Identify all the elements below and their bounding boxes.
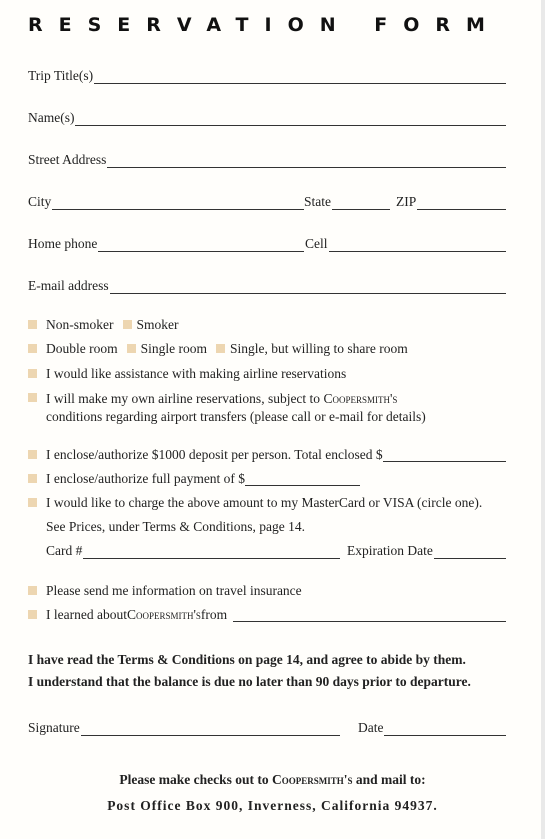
smoker-checkbox[interactable] <box>123 320 132 329</box>
learned-about-input[interactable] <box>233 607 506 622</box>
see-prices-row <box>46 519 305 535</box>
insurance-label: Please send me information on travel insurance <box>46 583 302 598</box>
footer-checks-a: Please make checks out to <box>119 772 272 787</box>
signature-input[interactable] <box>81 721 340 736</box>
see-prices-label: See Prices, under Terms & Conditions, page 14. <box>46 519 306 534</box>
names-field <box>28 106 506 126</box>
city-field <box>28 190 304 210</box>
footer-address: Post Office Box 900, Inverness, California 94937. <box>107 798 438 813</box>
state-field <box>304 190 390 210</box>
names-input[interactable] <box>75 111 506 126</box>
deposit-row <box>28 447 506 463</box>
card-number-label: Card # <box>46 543 83 558</box>
city-label: City <box>28 194 52 209</box>
card-number-field <box>46 539 340 559</box>
insurance-row <box>28 583 302 599</box>
full-payment-checkbox[interactable] <box>28 474 37 483</box>
trip-title-label: Trip Title(s) <box>28 68 94 83</box>
smoker-label: Smoker <box>136 317 179 332</box>
zip-field <box>396 190 506 210</box>
street-address-label: Street Address <box>28 152 107 167</box>
learned-about-label-b: from <box>200 607 228 622</box>
home-phone-label: Home phone <box>28 236 98 251</box>
own-airline-line1: I will make my own airline reservations, subject to <box>46 391 324 406</box>
learned-about-row <box>28 607 506 623</box>
learned-about-label-a: I learned about <box>46 607 127 622</box>
own-airline-line2: conditions regarding airport transfers (please call or e-mail for details) <box>46 409 426 424</box>
deposit-amount-input[interactable] <box>383 447 506 462</box>
home-phone-field <box>28 232 304 252</box>
state-label: State <box>304 194 331 209</box>
home-phone-input[interactable] <box>98 237 304 252</box>
own-airline-row <box>28 390 426 426</box>
learned-about-company: Coopersmith's <box>126 607 201 622</box>
double-room-checkbox[interactable] <box>28 344 37 353</box>
signature-label: Signature <box>28 720 80 735</box>
form-title: RESERVATION FORM <box>28 14 501 36</box>
airline-assist-checkbox[interactable] <box>28 369 37 378</box>
email-label: E-mail address <box>28 278 109 293</box>
names-label: Name(s) <box>28 110 75 125</box>
signature-field <box>28 716 340 736</box>
own-airline-text <box>46 390 426 426</box>
email-input[interactable] <box>110 279 506 294</box>
charge-card-checkbox[interactable] <box>28 498 37 507</box>
zip-label: ZIP <box>396 194 417 209</box>
page-edge <box>541 0 545 839</box>
expiration-field <box>347 539 506 559</box>
smoking-row <box>28 317 179 333</box>
zip-input[interactable] <box>417 195 506 210</box>
double-room-label: Double room <box>46 341 118 356</box>
company-name: Coopersmith's <box>323 391 398 406</box>
full-payment-row <box>28 471 360 487</box>
street-address-input[interactable] <box>107 153 506 168</box>
trip-title-input[interactable] <box>94 69 506 84</box>
charge-card-row <box>28 495 482 511</box>
room-row <box>28 341 408 357</box>
expiration-label: Expiration Date <box>347 543 433 558</box>
deposit-label: I enclose/authorize $1000 deposit per person. Total enclosed $ <box>46 447 383 462</box>
date-field <box>358 716 506 736</box>
cell-input[interactable] <box>329 237 507 252</box>
non-smoker-label: Non-smoker <box>46 317 114 332</box>
date-label: Date <box>358 720 384 735</box>
card-number-input[interactable] <box>83 544 340 559</box>
email-field <box>28 274 506 294</box>
expiration-input[interactable] <box>434 544 506 559</box>
non-smoker-checkbox[interactable] <box>28 320 37 329</box>
cell-label: Cell <box>305 236 328 251</box>
single-share-checkbox[interactable] <box>216 344 225 353</box>
agreement-line-2: I understand that the balance is due no later than 90 days prior to departure. <box>28 674 471 689</box>
full-payment-amount-input[interactable] <box>245 471 360 486</box>
date-input[interactable] <box>384 721 506 736</box>
airline-assist-label: I would like assistance with making airline reservations <box>46 366 347 381</box>
insurance-checkbox[interactable] <box>28 586 37 595</box>
single-room-checkbox[interactable] <box>127 344 136 353</box>
charge-card-label: I would like to charge the above amount to my MasterCard or VISA (circle one). <box>46 495 483 510</box>
trip-title-field <box>28 64 506 84</box>
city-input[interactable] <box>52 195 304 210</box>
state-input[interactable] <box>332 195 390 210</box>
full-payment-label: I enclose/authorize full payment of $ <box>46 471 246 486</box>
single-share-label: Single, but willing to share room <box>230 341 408 356</box>
deposit-checkbox[interactable] <box>28 450 37 459</box>
street-address-field <box>28 148 506 168</box>
footer-company: Coopersmith's <box>271 772 353 787</box>
footer-checks-b: and mail to: <box>352 772 426 787</box>
cell-field <box>305 232 506 252</box>
airline-assist-row <box>28 366 346 382</box>
agreement-line-1: I have read the Terms & Conditions on page 14, and agree to abide by them. <box>28 652 466 667</box>
footer-checks-line <box>0 772 545 788</box>
own-airline-checkbox[interactable] <box>28 393 37 402</box>
learned-about-checkbox[interactable] <box>28 610 37 619</box>
single-room-label: Single room <box>140 341 207 356</box>
